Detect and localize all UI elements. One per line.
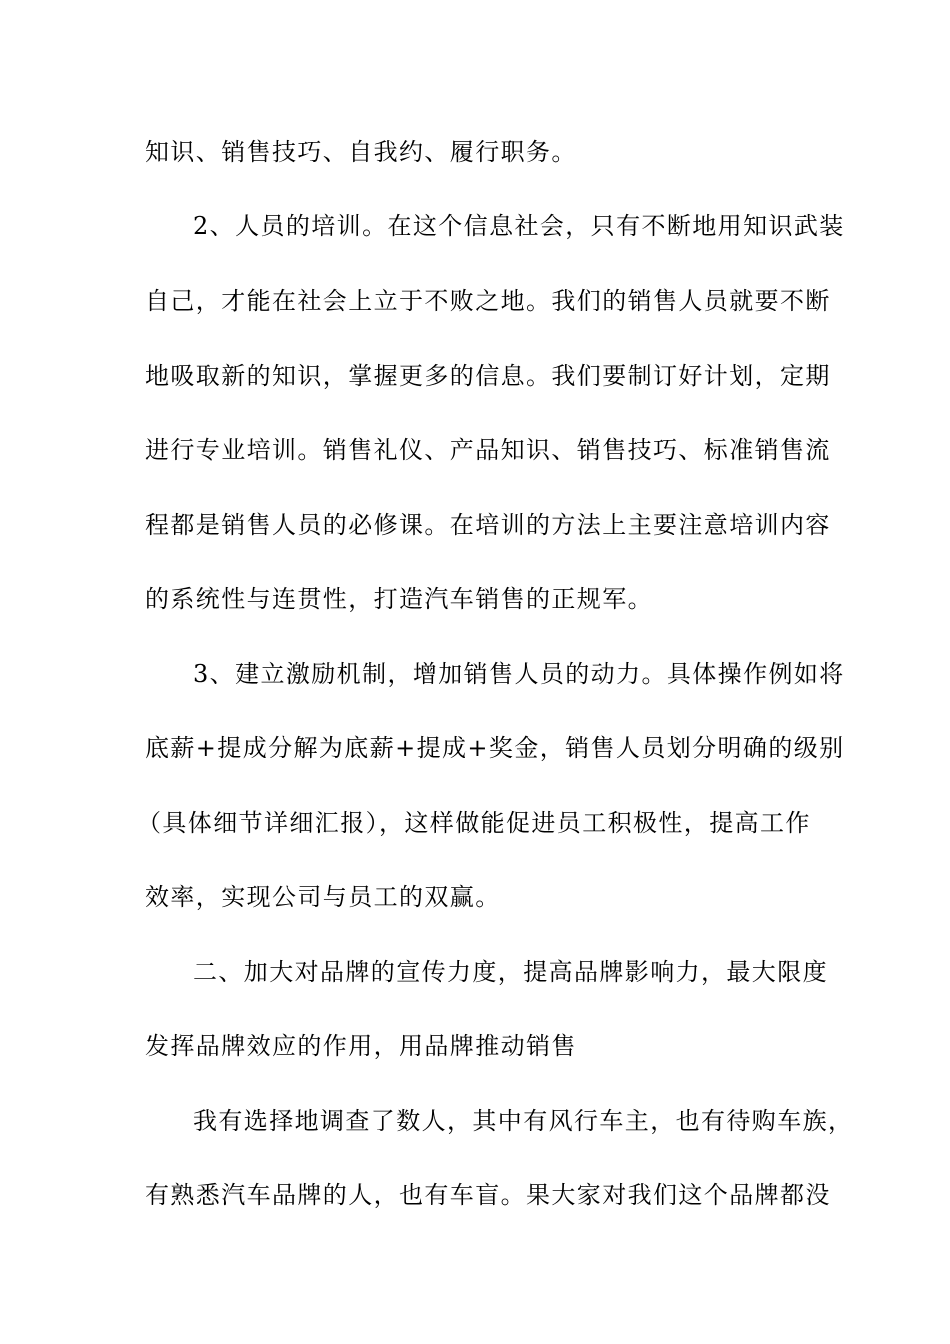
text-line: 知识、销售技巧、自我约、履行职务。 bbox=[145, 138, 577, 166]
text-line: 有熟悉汽车品牌的人，也有车盲。果大家对我们这个品牌都没 bbox=[145, 1181, 831, 1209]
text-line: 底薪+提成分解为底薪+提成+奖金，销售人员划分明确的级别 bbox=[145, 734, 845, 762]
text-line: 地吸取新的知识，掌握更多的信息。我们要制订好计划，定期 bbox=[145, 362, 831, 390]
paragraph-start-line: 2、人员的培训。在这个信息社会，只有不断地用知识武装 bbox=[193, 212, 845, 240]
text-line: 自己，才能在社会上立于不败之地。我们的销售人员就要不断 bbox=[145, 287, 831, 315]
text-line: 效率，实现公司与员工的双赢。 bbox=[145, 883, 501, 911]
text-line: （具体细节详细汇报），这样做能促进员工积极性，提高工作 bbox=[137, 809, 811, 837]
text-line: 的系统性与连贯性，打造汽车销售的正规军。 bbox=[145, 585, 653, 613]
section-heading-line: 二、加大对品牌的宣传力度，提高品牌影响力，最大限度 bbox=[193, 958, 828, 986]
paragraph-start-line: 我有选择地调查了数人，其中有风行车主，也有待购车族， bbox=[193, 1107, 854, 1135]
section-heading-line: 发挥品牌效应的作用，用品牌推动销售 bbox=[145, 1032, 577, 1060]
text-line: 程都是销售人员的必修课。在培训的方法上主要注意培训内容 bbox=[145, 511, 831, 539]
text-line: 进行专业培训。销售礼仪、产品知识、销售技巧、标准销售流 bbox=[145, 436, 831, 464]
paragraph-start-line: 3、建立激励机制，增加销售人员的动力。具体操作例如将 bbox=[193, 660, 845, 688]
